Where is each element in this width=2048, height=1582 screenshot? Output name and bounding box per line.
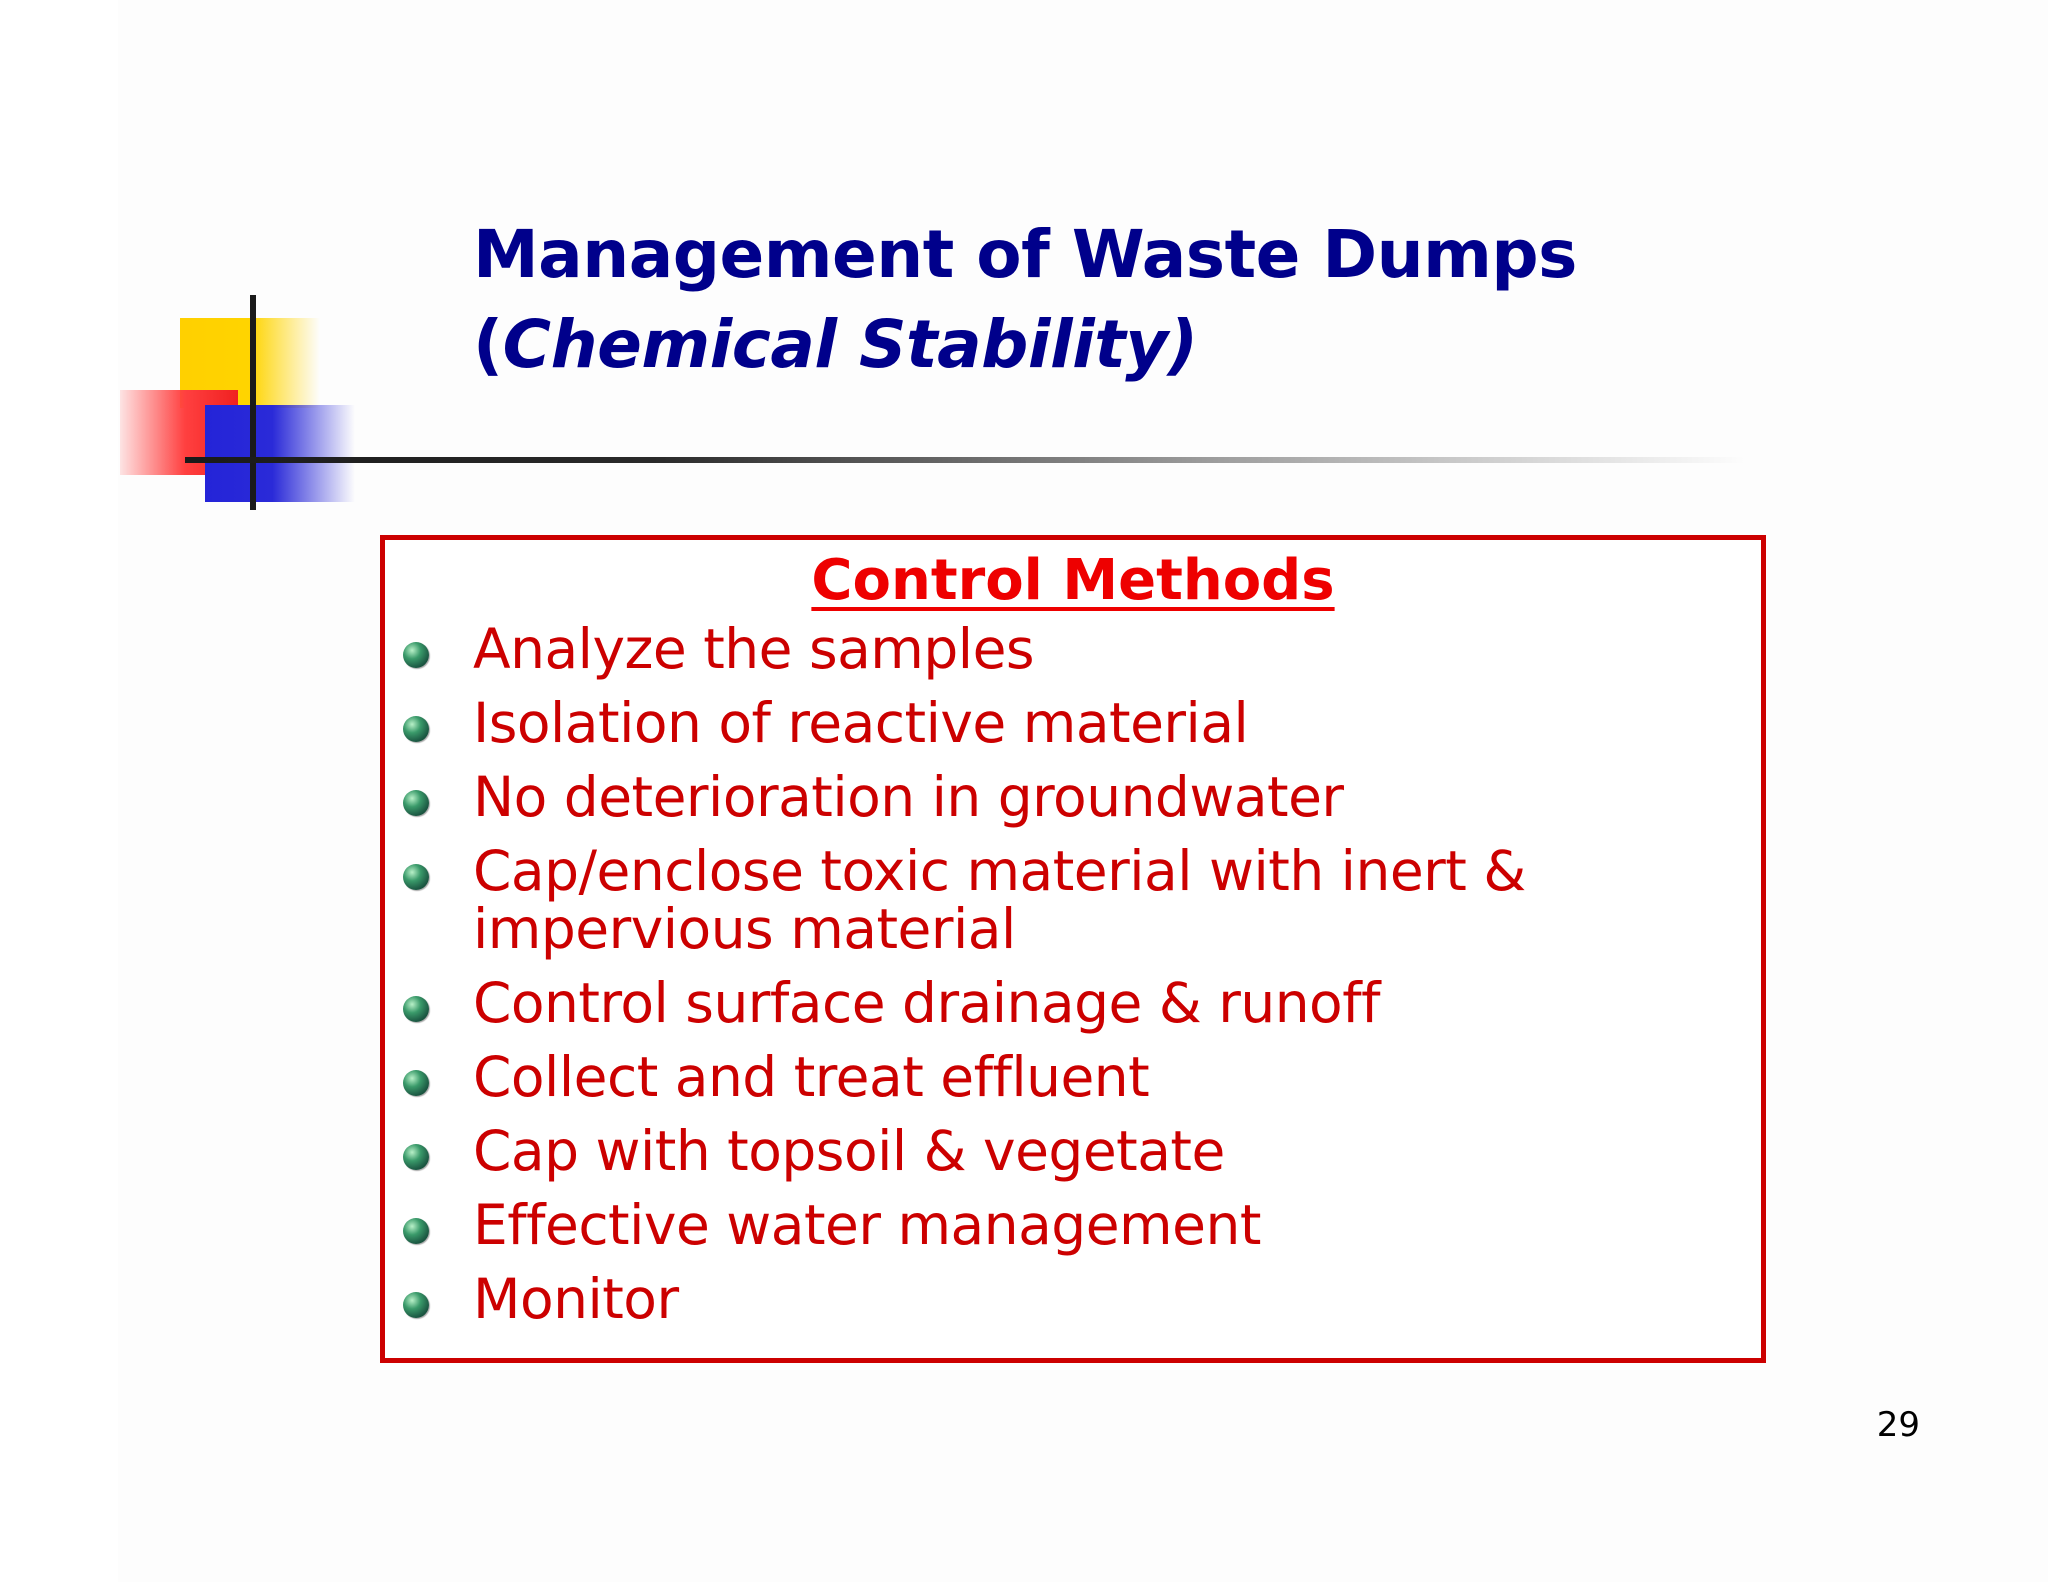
list-item [385,765,1761,829]
bullet-icon [403,790,429,816]
list-item [385,839,1761,961]
slide-title [473,210,1773,390]
bullet-icon [403,996,429,1022]
list-item-text: Monitor [473,1267,679,1331]
slide-title-line1: Management of Waste Dumps [473,216,1577,293]
list-item-text: Effective water management [473,1193,1261,1257]
list-item [385,1267,1761,1331]
decorative-blue-square [205,405,355,502]
bullet-icon [403,1218,429,1244]
title-underline-rule [185,457,1745,463]
bullet-icon [403,1292,429,1318]
list-item-text: Control surface drainage & runoff [473,971,1380,1035]
bullet-icon [403,864,429,890]
list-item [385,691,1761,755]
bullet-icon [403,1144,429,1170]
list-item [385,971,1761,1035]
decorative-vertical-line [250,295,256,510]
list-item-text: Cap with topsoil & vegetate [473,1119,1225,1183]
list-item [385,617,1761,681]
page-number: 29 [1876,1405,1920,1445]
control-methods-list [385,617,1761,1344]
list-item-text: Isolation of reactive material [473,691,1249,755]
list-item-text: Cap/enclose toxic material with inert & impervious material [473,839,1526,961]
control-methods-box [380,535,1766,1363]
bullet-icon [403,716,429,742]
list-item [385,1119,1761,1183]
list-item-text: Collect and treat effluent [473,1045,1150,1109]
control-methods-heading: Control Methods [811,548,1335,613]
slide-title-line2 [473,300,1773,390]
list-item [385,1193,1761,1257]
list-item-text: No deterioration in groundwater [473,765,1344,829]
list-item-text: Analyze the samples [473,617,1035,681]
bullet-icon [403,642,429,668]
slide-subtitle: Chemical Stability) [502,306,1198,383]
bullet-icon [403,1070,429,1096]
list-item [385,1045,1761,1109]
title-open-paren: ( [473,306,503,383]
